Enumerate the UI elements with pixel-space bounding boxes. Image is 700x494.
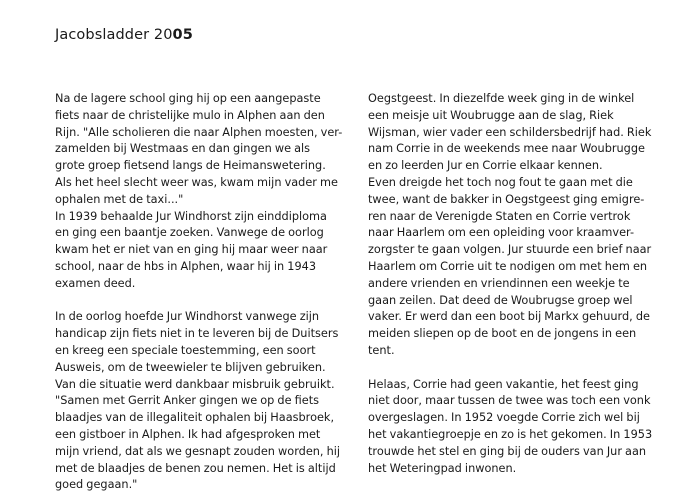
left-paragraph-2: In de oorlog hoefde Jur Windhorst vanwege zijn handicap zijn fiets niet in te leveren bij de Duitsers en kreeg een speciale toestemming, een soort Ausweis, om de tweewieler te blijven gebruiken. Van die situatie werd dankbaar misbruik gebruikt. "Samen met Gerrit Anker gingen we op de fiets blaadjes van de illegaliteit ophalen bij Haasbroek, een gistboer in Alphen. Ik had afgesproken met mijn vriend, dat als we gesnapt zouden worden, hij met de blaadjes de benen zou nemen. Het is altijd goed gegaan." xyxy=(55,310,341,492)
right-column xyxy=(368,91,668,477)
header-title: Jacobsladder 20 xyxy=(55,27,173,43)
page-header xyxy=(55,27,193,43)
right-paragraph-1: Oegstgeest. In diezelfde week ging in de winkel een meisje uit Woubrugge aan de slag, Riek Wijsman, wier vader een schildersbedrijf had. Riek nam Corrie in de weekends mee naar Woubrugge en zo leerden Jur en Corrie elkaar kennen. Even dreigde het toch nog fout te gaan met die twee, want de bakker in Oegstgeest ging emigre- ren naar de Verenigde Staten en Corrie vertrok naar Haarlem om een opleiding voor kraamver- zorgster te gaan volgen. Jur stuurde een brief naar Haarlem om Corrie uit te nodigen om met hem en andere vrienden en vriendinnen een weekje te gaan zeilen. Dat deed de Woubrugse groep wel vaker. Er werd dan een boot bij Markx gehuurd, de meiden sliepen op de boot en de jongens in een tent. xyxy=(368,92,652,357)
left-column xyxy=(55,91,355,494)
header-year-bold: 05 xyxy=(172,27,193,43)
left-paragraph-1: Na de lagere school ging hij op een aangepaste fiets naar de christelijke mulo in Alphen aan den Rijn. "Alle scholieren die naar Alphen moesten, ver- zamelden bij Westmaas en dan gingen we als grote groep fietsend langs de Heimanswetering. Als het heel slecht weer was, kwam mijn vader me ophalen met de taxi..." In 1939 behaalde Jur Windhorst zijn einddiploma en ging een baantje zoeken. Vanwege de oorlog kwam het er niet van en ging hij maar weer naar school, naar de hbs in Alphen, waar hij in 1943 examen deed. xyxy=(55,92,343,290)
right-paragraph-2: Helaas, Corrie had geen vakantie, het feest ging niet door, maar tussen de twee was toch een vonk overgeslagen. In 1952 voegde Corrie zich wel bij het vakantiegroepje en zo is het gekomen. In 1953 trouwde het stel en ging bij de ouders van Jur aan het Weteringpad inwonen. xyxy=(368,377,653,475)
